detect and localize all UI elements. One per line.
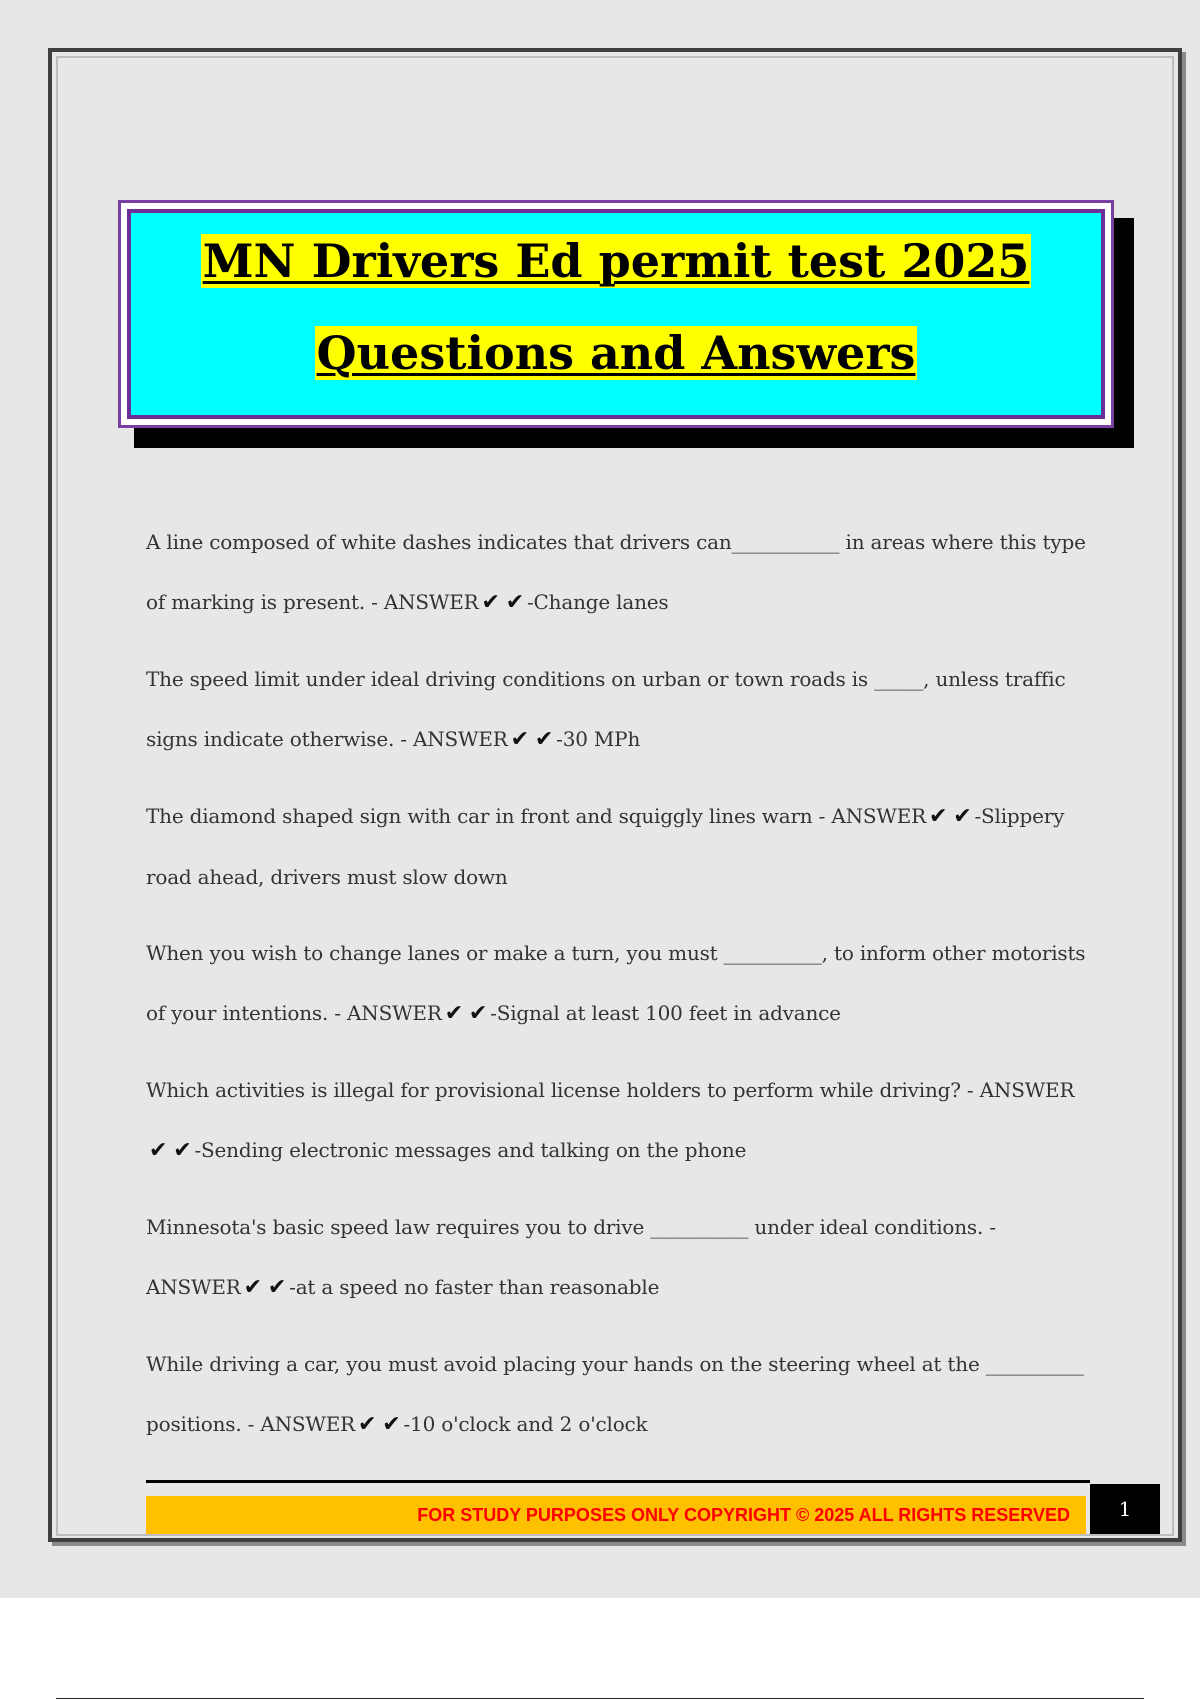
- title-line-1: [131, 233, 1101, 289]
- checkmark-icon: ✔: [382, 1412, 401, 1437]
- answer-text: -at a speed no faster than reasonable: [289, 1275, 660, 1299]
- checkmark-icon: ✔: [481, 590, 500, 615]
- checkmark-icon: ✔: [929, 804, 948, 829]
- question-text: When you wish to change lanes or make a turn, you must __________, to inform other motorists of your intentions. - ANSWER: [146, 941, 1086, 1025]
- bottom-rule: [56, 1698, 1144, 1699]
- qa-item: [146, 923, 1092, 1044]
- qa-item: [146, 1197, 1092, 1318]
- answer-text: -Slippery road ahead, drivers must slow down: [146, 804, 1065, 889]
- checkmark-icon: ✔: [534, 727, 554, 752]
- title-line-2: [131, 325, 1101, 381]
- answer-text: -30 MPh: [556, 727, 641, 751]
- title-banner: [118, 200, 1114, 428]
- qa-item: [146, 512, 1092, 633]
- question-text: The speed limit under ideal driving conditions on urban or town roads is _____, unless traffic signs indicate otherwise. - ANSWER: [146, 667, 1066, 751]
- checkmark-icon: ✔: [510, 727, 529, 752]
- title-text-2: Questions and Answers: [316, 326, 916, 380]
- checkmark-icon: ✔: [358, 1412, 377, 1437]
- question-text: The diamond shaped sign with car in front and squiggly lines warn - ANSWER: [146, 804, 927, 828]
- answer-text: -10 o'clock and 2 o'clock: [403, 1412, 648, 1436]
- answer-text: -Sending electronic messages and talking on the phone: [194, 1138, 747, 1162]
- checkmark-icon: ✔: [149, 1138, 168, 1163]
- qa-item: [146, 649, 1092, 770]
- checkmark-icon: ✔: [243, 1275, 262, 1300]
- checkmark-icon: ✔: [444, 1001, 463, 1026]
- qa-list: [146, 512, 1092, 1471]
- qa-item: [146, 1334, 1092, 1455]
- checkmark-icon: ✔: [267, 1275, 287, 1300]
- qa-item: [146, 1060, 1092, 1181]
- title-text-1: MN Drivers Ed permit test 2025: [202, 234, 1030, 288]
- copyright-text: FOR STUDY PURPOSES ONLY COPYRIGHT © 2025 ALL RIGHTS RESERVED: [417, 1505, 1070, 1525]
- footer-bar: [146, 1496, 1086, 1534]
- answer-text: -Change lanes: [527, 590, 669, 614]
- question-text: Minnesota's basic speed law requires you to drive __________ under ideal conditions. - ANSWER: [146, 1215, 996, 1299]
- checkmark-icon: ✔: [505, 590, 524, 615]
- qa-item: [146, 786, 1092, 907]
- question-text: While driving a car, you must avoid placing your hands on the steering wheel at the __________ positions. - ANSWER: [146, 1352, 1084, 1436]
- checkmark-icon: ✔: [173, 1138, 192, 1163]
- checkmark-icon: ✔: [468, 1001, 488, 1026]
- answer-text: -Signal at least 100 feet in advance: [490, 1001, 841, 1025]
- checkmark-icon: ✔: [953, 804, 972, 829]
- question-text: Which activities is illegal for provisional license holders to perform while driving? - ANSWER: [146, 1078, 1075, 1102]
- title-banner-inner: [127, 209, 1105, 419]
- footer-rule: [146, 1480, 1090, 1483]
- page-number: 1: [1090, 1484, 1160, 1534]
- question-text: A line composed of white dashes indicates that drivers can___________ in areas where this type of marking is present. - ANSWER: [146, 530, 1086, 614]
